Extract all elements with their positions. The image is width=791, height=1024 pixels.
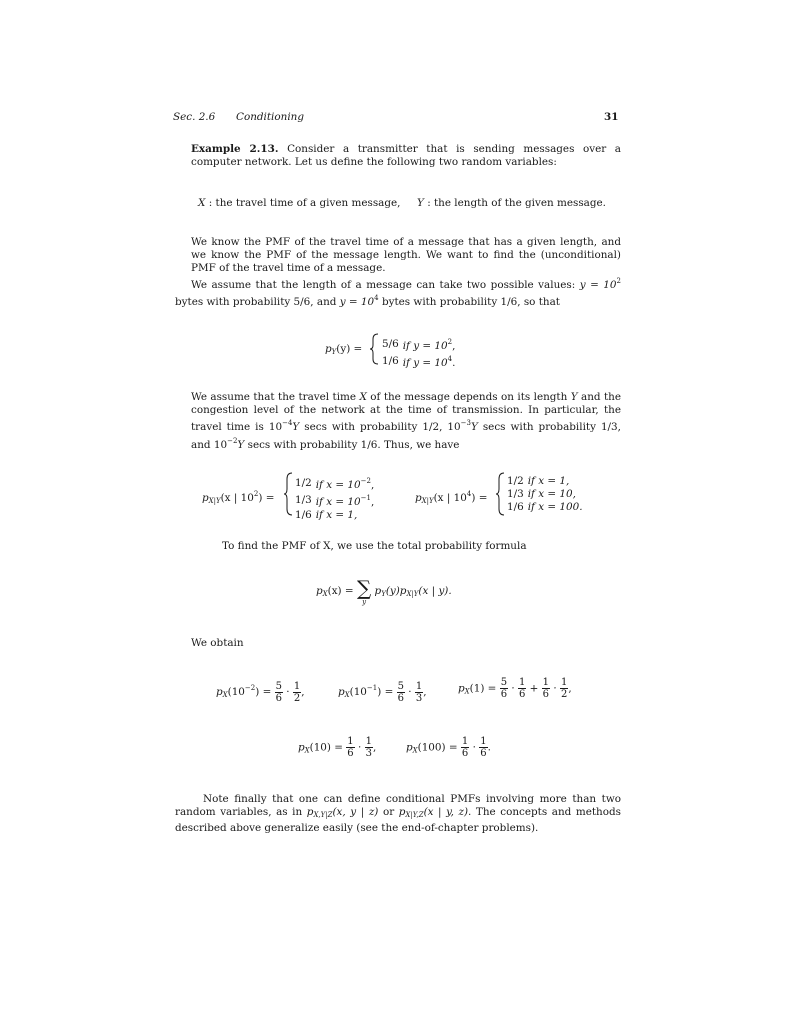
p2-text-2: bytes with probability 5/6, and [175, 296, 337, 309]
p2-text-3: bytes with probability 1/6, so that [381, 296, 560, 309]
fraction: $\frac{1}{2}$ [293, 680, 301, 704]
example-intro-text: Consider a transmitter that is sending messages over a computer network. Let us define the following two random variables: [191, 143, 621, 169]
y-definition: : the length of the given message. [427, 197, 606, 209]
cond-pmf-right-lhs: $p_{X|Y}(x$ | $10^4$) = [415, 490, 488, 505]
cond-pmf-right-case: 1/6 if x = 100. [507, 501, 583, 513]
fraction: $\frac{1}{6}$ [518, 677, 526, 700]
example-intro [191, 143, 621, 169]
fraction: $\frac{5}{6}$ [275, 680, 282, 704]
p2-exp-1: 2 [616, 277, 621, 285]
we-obtain: We obtain [191, 637, 244, 649]
section-title: Conditioning [236, 111, 304, 123]
p2-eq-2: y = 10 [339, 296, 375, 309]
total-probability-formula: $p_X(x)$ = ∑ y $p_Y(y)p_{X|Y}(x$ | y). [316, 576, 452, 606]
pmf-y-lhs: $p_Y(y)$ = [325, 343, 363, 356]
result-equation: $p_X(10^{-1})$ = $\frac{5}{6}$ · $\frac{1}{3}$ , [338, 680, 427, 704]
paragraph-known-pmfs: We know the PMF of the travel time of a message that has a given length, and we know the PMF of the message length. We want to find the (unconditional) PMF of the travel time of a message. [191, 236, 621, 275]
fraction: $\frac{5}{6}$ [500, 677, 508, 700]
variable-definitions [198, 197, 606, 210]
sum-symbol: ∑ y [356, 576, 372, 606]
result-equation: $p_X(100)$ = $\frac{1}{6}$ · $\frac{1}{6}$ . [406, 736, 491, 759]
fraction: $\frac{5}{6}$ [397, 680, 404, 704]
page-number: 31 [604, 111, 619, 123]
cond-pmf-right-case: 1/2 if x = 1, [507, 475, 570, 487]
pmf-y-cases [382, 336, 459, 370]
total-probability-intro: To find the PMF of X, we use the total probability formula [222, 540, 527, 552]
fraction: $\frac{1}{2}$ [560, 677, 568, 700]
p2-eq-1: y = 10 [579, 279, 617, 291]
x-variable: X [198, 197, 206, 209]
fraction: $\frac{1}{3}$ [415, 680, 423, 704]
p2-exp-2: 4 [374, 294, 379, 303]
cond-pmf-left-case: 1/3 if $x = 10^{-1}$, [295, 494, 375, 508]
cond-pmf-right-brace [495, 472, 505, 516]
fraction: $\frac{1}{3}$ [365, 736, 372, 759]
cond-pmf-left-cases [295, 475, 378, 522]
cond-pmf-left-case: 1/2 if $x = 10^{-2}$, [295, 477, 375, 491]
result-equation: $p_X(1)$ = $\frac{5}{6}$ · $\frac{1}{6}$ + $\frac{1}{6}$ · $\frac{1}{2}$ , [458, 677, 572, 700]
result-equation: $p_X(10)$ = $\frac{1}{6}$ · $\frac{1}{3}$ , [298, 736, 377, 759]
fraction: $\frac{1}{6}$ [480, 736, 487, 759]
x-definition: : the travel time of a given message, [208, 197, 401, 209]
cond-pmf-right-case: 1/3 if x = 10, [507, 488, 576, 500]
final-paragraph: Note finally that one can define conditional PMFs involving more than two random variables, as in $p_{X,Y|Z}(x$, y | z) or $p_{X|Y,Z}(x$ | y, z). The concepts and methods described above generalize easily (see the end-of-chapter problems). [175, 793, 621, 835]
y-variable: Y [417, 197, 424, 209]
cond-pmf-right-cases [507, 475, 587, 514]
result-equation: $p_X(10^{-2})$ = $\frac{5}{6}$ · $\frac{1}{2}$ , [216, 680, 305, 704]
paragraph-message-length [175, 275, 621, 309]
pmf-y-case: 1/6 if $y = 10^4$. [382, 355, 456, 369]
fraction: $\frac{1}{6}$ [347, 736, 354, 759]
cond-pmf-left-brace [283, 472, 293, 516]
section-number: Sec. 2.6 [173, 111, 216, 123]
pmf-y-brace [369, 333, 379, 365]
p2-text-1: We assume that the length of a message can take two possible values: [191, 279, 576, 291]
example-label: Example 2.13. [191, 143, 279, 155]
fraction: $\frac{1}{6}$ [461, 736, 469, 759]
paragraph-travel-time: We assume that the travel time X of the message depends on its length Y and the congestion level of the network at the time of transmission. In particular, the travel time is $10^{-4}Y$ secs with probability 1/2, $10^{-3}Y$ secs with probability 1/3, and $10^{-2}Y$ secs with probability 1/6. Thus, we have [191, 391, 622, 451]
fraction: $\frac{1}{6}$ [542, 677, 550, 700]
cond-pmf-left-lhs: $p_{X|Y}(x$ | $10^2$) = [202, 490, 275, 505]
pmf-y-case: 5/6 if $y = 10^2$, [382, 338, 456, 352]
cond-pmf-left-case: 1/6 if x = 1, [295, 509, 358, 521]
